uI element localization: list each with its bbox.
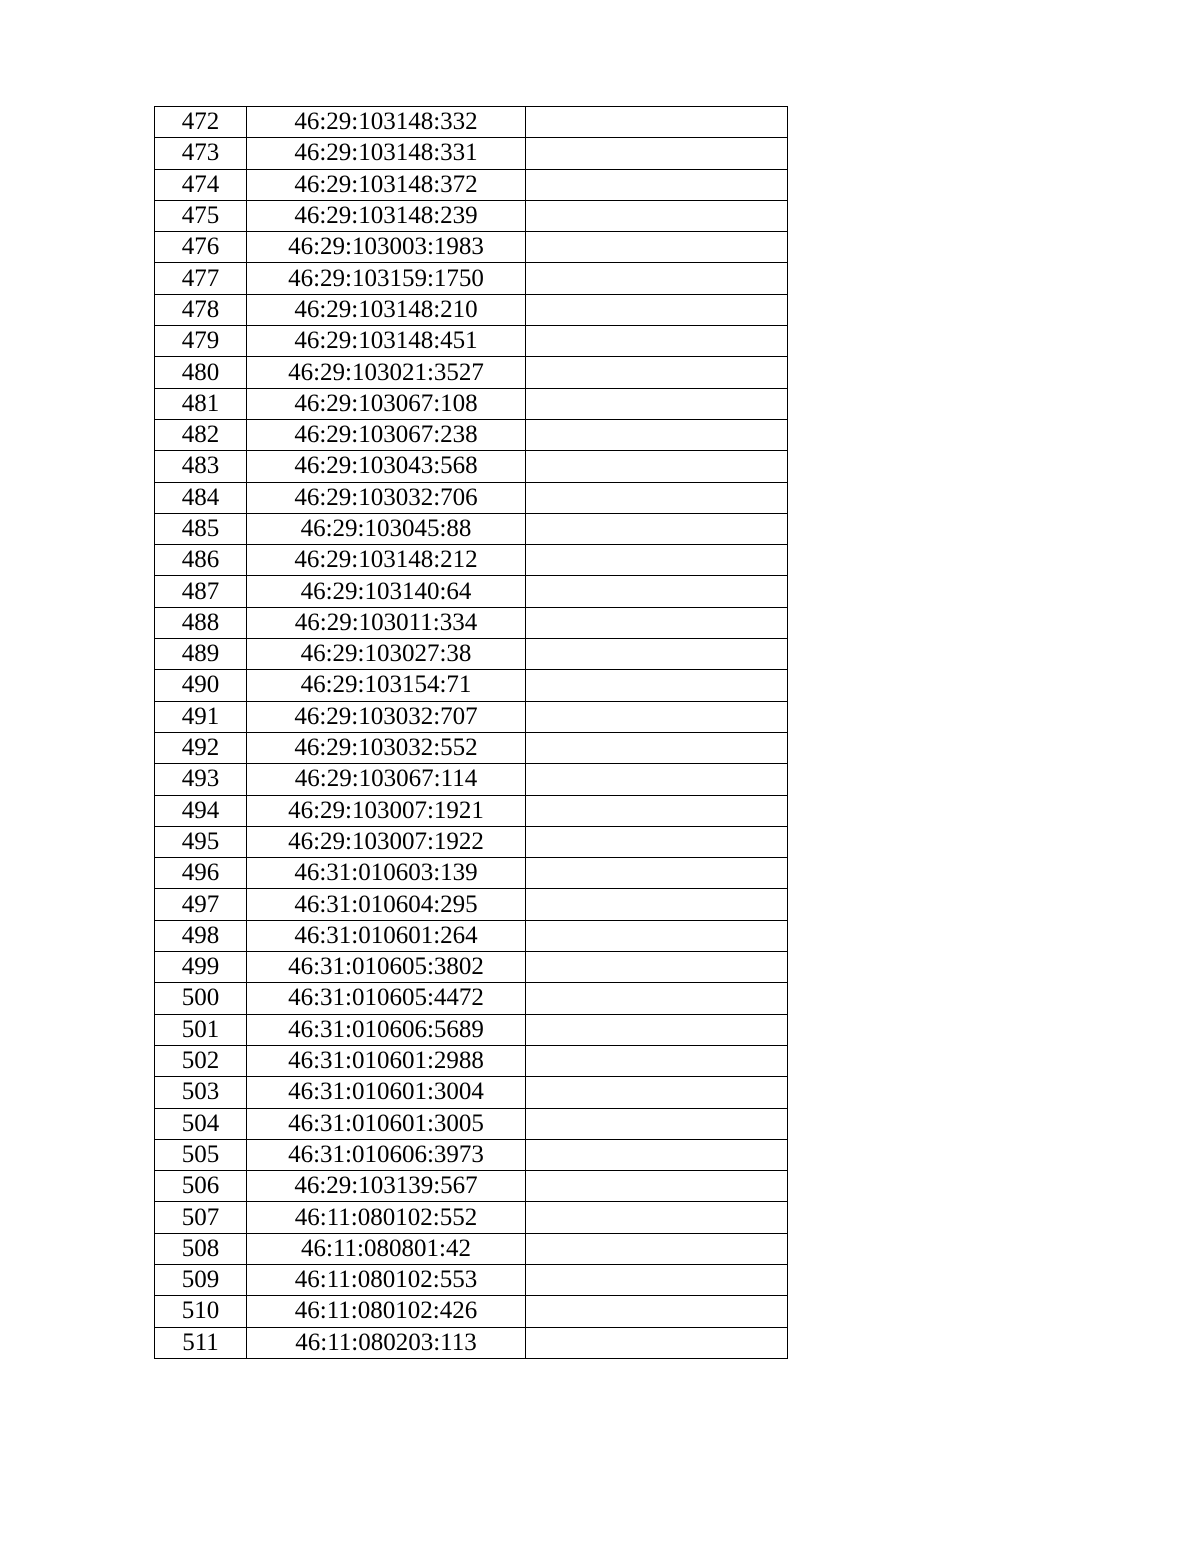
row-number-cell: 502 (155, 1045, 247, 1076)
row-number-cell: 494 (155, 795, 247, 826)
empty-cell (526, 1014, 788, 1045)
table-row (155, 357, 788, 388)
cadastral-number-cell: 46:29:103027:38 (247, 639, 526, 670)
table-row (155, 513, 788, 544)
empty-cell (526, 1045, 788, 1076)
table-row (155, 232, 788, 263)
row-number-cell: 491 (155, 701, 247, 732)
empty-cell (526, 889, 788, 920)
row-number-cell: 476 (155, 232, 247, 263)
empty-cell (526, 1202, 788, 1233)
cadastral-number-cell: 46:31:010605:3802 (247, 952, 526, 983)
row-number-cell: 478 (155, 294, 247, 325)
cadastral-number-cell: 46:31:010601:264 (247, 920, 526, 951)
row-number-cell: 495 (155, 826, 247, 857)
empty-cell (526, 701, 788, 732)
empty-cell (526, 263, 788, 294)
row-number-cell: 506 (155, 1171, 247, 1202)
row-number-cell: 481 (155, 388, 247, 419)
cadastral-number-cell: 46:29:103159:1750 (247, 263, 526, 294)
empty-cell (526, 1264, 788, 1295)
cadastral-number-cell: 46:29:103148:212 (247, 545, 526, 576)
row-number-cell: 472 (155, 107, 247, 138)
row-number-cell: 505 (155, 1139, 247, 1170)
table-row (155, 1077, 788, 1108)
empty-cell (526, 294, 788, 325)
empty-cell (526, 451, 788, 482)
cadastral-number-cell: 46:29:103007:1922 (247, 826, 526, 857)
empty-cell (526, 576, 788, 607)
empty-cell (526, 1171, 788, 1202)
cadastral-number-cell: 46:11:080102:553 (247, 1264, 526, 1295)
cadastral-number-cell: 46:31:010601:3004 (247, 1077, 526, 1108)
table-row (155, 1233, 788, 1264)
row-number-cell: 477 (155, 263, 247, 294)
table-row (155, 200, 788, 231)
empty-cell (526, 639, 788, 670)
cadastral-number-cell: 46:29:103140:64 (247, 576, 526, 607)
cadastral-number-cell: 46:31:010601:2988 (247, 1045, 526, 1076)
row-number-cell: 503 (155, 1077, 247, 1108)
row-number-cell: 501 (155, 1014, 247, 1045)
row-number-cell: 499 (155, 952, 247, 983)
row-number-cell: 496 (155, 858, 247, 889)
empty-cell (526, 200, 788, 231)
empty-cell (526, 795, 788, 826)
cadastral-number-cell: 46:29:103011:334 (247, 607, 526, 638)
cadastral-number-cell: 46:11:080801:42 (247, 1233, 526, 1264)
table-row (155, 826, 788, 857)
table-row (155, 1014, 788, 1045)
cadastral-number-table (154, 106, 788, 1359)
table-row (155, 169, 788, 200)
table-row (155, 482, 788, 513)
table-row (155, 858, 788, 889)
empty-cell (526, 607, 788, 638)
empty-cell (526, 983, 788, 1014)
empty-cell (526, 513, 788, 544)
empty-cell (526, 388, 788, 419)
cadastral-number-cell: 46:11:080102:552 (247, 1202, 526, 1233)
cadastral-number-cell: 46:29:103067:238 (247, 419, 526, 450)
row-number-cell: 475 (155, 200, 247, 231)
empty-cell (526, 232, 788, 263)
cadastral-number-cell: 46:11:080203:113 (247, 1327, 526, 1358)
table-body (155, 107, 788, 1359)
cadastral-number-cell: 46:29:103148:239 (247, 200, 526, 231)
row-number-cell: 473 (155, 138, 247, 169)
cadastral-number-cell: 46:31:010606:3973 (247, 1139, 526, 1170)
empty-cell (526, 858, 788, 889)
table-row (155, 294, 788, 325)
table-row (155, 670, 788, 701)
table-row (155, 1296, 788, 1327)
cadastral-number-cell: 46:29:103032:552 (247, 732, 526, 763)
cadastral-number-cell: 46:29:103003:1983 (247, 232, 526, 263)
empty-cell (526, 419, 788, 450)
cadastral-number-cell: 46:29:103148:332 (247, 107, 526, 138)
row-number-cell: 489 (155, 639, 247, 670)
cadastral-number-cell: 46:31:010604:295 (247, 889, 526, 920)
table-row (155, 388, 788, 419)
row-number-cell: 497 (155, 889, 247, 920)
empty-cell (526, 482, 788, 513)
cadastral-number-cell: 46:29:103154:71 (247, 670, 526, 701)
empty-cell (526, 1139, 788, 1170)
cadastral-number-cell: 46:31:010605:4472 (247, 983, 526, 1014)
row-number-cell: 510 (155, 1296, 247, 1327)
empty-cell (526, 764, 788, 795)
cadastral-number-cell: 46:29:103148:372 (247, 169, 526, 200)
row-number-cell: 492 (155, 732, 247, 763)
table-row (155, 889, 788, 920)
empty-cell (526, 732, 788, 763)
row-number-cell: 484 (155, 482, 247, 513)
table-row (155, 732, 788, 763)
empty-cell (526, 169, 788, 200)
table-row (155, 795, 788, 826)
cadastral-number-cell: 46:29:103148:210 (247, 294, 526, 325)
cadastral-number-cell: 46:29:103021:3527 (247, 357, 526, 388)
cadastral-number-cell: 46:11:080102:426 (247, 1296, 526, 1327)
empty-cell (526, 107, 788, 138)
table-row (155, 1045, 788, 1076)
table-row (155, 576, 788, 607)
empty-cell (526, 952, 788, 983)
cadastral-number-cell: 46:29:103067:108 (247, 388, 526, 419)
empty-cell (526, 326, 788, 357)
row-number-cell: 482 (155, 419, 247, 450)
table-row (155, 1202, 788, 1233)
cadastral-number-cell: 46:29:103045:88 (247, 513, 526, 544)
table-row (155, 138, 788, 169)
empty-cell (526, 1108, 788, 1139)
row-number-cell: 508 (155, 1233, 247, 1264)
table-row (155, 1171, 788, 1202)
row-number-cell: 511 (155, 1327, 247, 1358)
cadastral-number-cell: 46:31:010603:139 (247, 858, 526, 889)
table-row (155, 1264, 788, 1295)
table-row (155, 983, 788, 1014)
row-number-cell: 485 (155, 513, 247, 544)
table-row (155, 263, 788, 294)
cadastral-number-cell: 46:31:010601:3005 (247, 1108, 526, 1139)
table-row (155, 1108, 788, 1139)
row-number-cell: 474 (155, 169, 247, 200)
row-number-cell: 504 (155, 1108, 247, 1139)
row-number-cell: 480 (155, 357, 247, 388)
table-row (155, 952, 788, 983)
cadastral-number-cell: 46:31:010606:5689 (247, 1014, 526, 1045)
row-number-cell: 490 (155, 670, 247, 701)
cadastral-number-cell: 46:29:103032:707 (247, 701, 526, 732)
table-row (155, 639, 788, 670)
cadastral-number-cell: 46:29:103043:568 (247, 451, 526, 482)
row-number-cell: 507 (155, 1202, 247, 1233)
table-row (155, 607, 788, 638)
empty-cell (526, 1077, 788, 1108)
table-row (155, 419, 788, 450)
row-number-cell: 498 (155, 920, 247, 951)
empty-cell (526, 1296, 788, 1327)
table-row (155, 545, 788, 576)
cadastral-number-cell: 46:29:103148:451 (247, 326, 526, 357)
row-number-cell: 486 (155, 545, 247, 576)
row-number-cell: 483 (155, 451, 247, 482)
table-row (155, 1139, 788, 1170)
cadastral-number-cell: 46:29:103007:1921 (247, 795, 526, 826)
empty-cell (526, 357, 788, 388)
row-number-cell: 479 (155, 326, 247, 357)
cadastral-number-cell: 46:29:103148:331 (247, 138, 526, 169)
table-row (155, 920, 788, 951)
row-number-cell: 488 (155, 607, 247, 638)
row-number-cell: 493 (155, 764, 247, 795)
row-number-cell: 509 (155, 1264, 247, 1295)
empty-cell (526, 920, 788, 951)
table-row (155, 1327, 788, 1358)
empty-cell (526, 1327, 788, 1358)
table-row (155, 451, 788, 482)
empty-cell (526, 545, 788, 576)
empty-cell (526, 1233, 788, 1264)
cadastral-number-cell: 46:29:103139:567 (247, 1171, 526, 1202)
row-number-cell: 487 (155, 576, 247, 607)
table-row (155, 107, 788, 138)
table-row (155, 764, 788, 795)
empty-cell (526, 138, 788, 169)
empty-cell (526, 826, 788, 857)
cadastral-number-cell: 46:29:103067:114 (247, 764, 526, 795)
table-row (155, 701, 788, 732)
empty-cell (526, 670, 788, 701)
table-row (155, 326, 788, 357)
cadastral-number-cell: 46:29:103032:706 (247, 482, 526, 513)
row-number-cell: 500 (155, 983, 247, 1014)
